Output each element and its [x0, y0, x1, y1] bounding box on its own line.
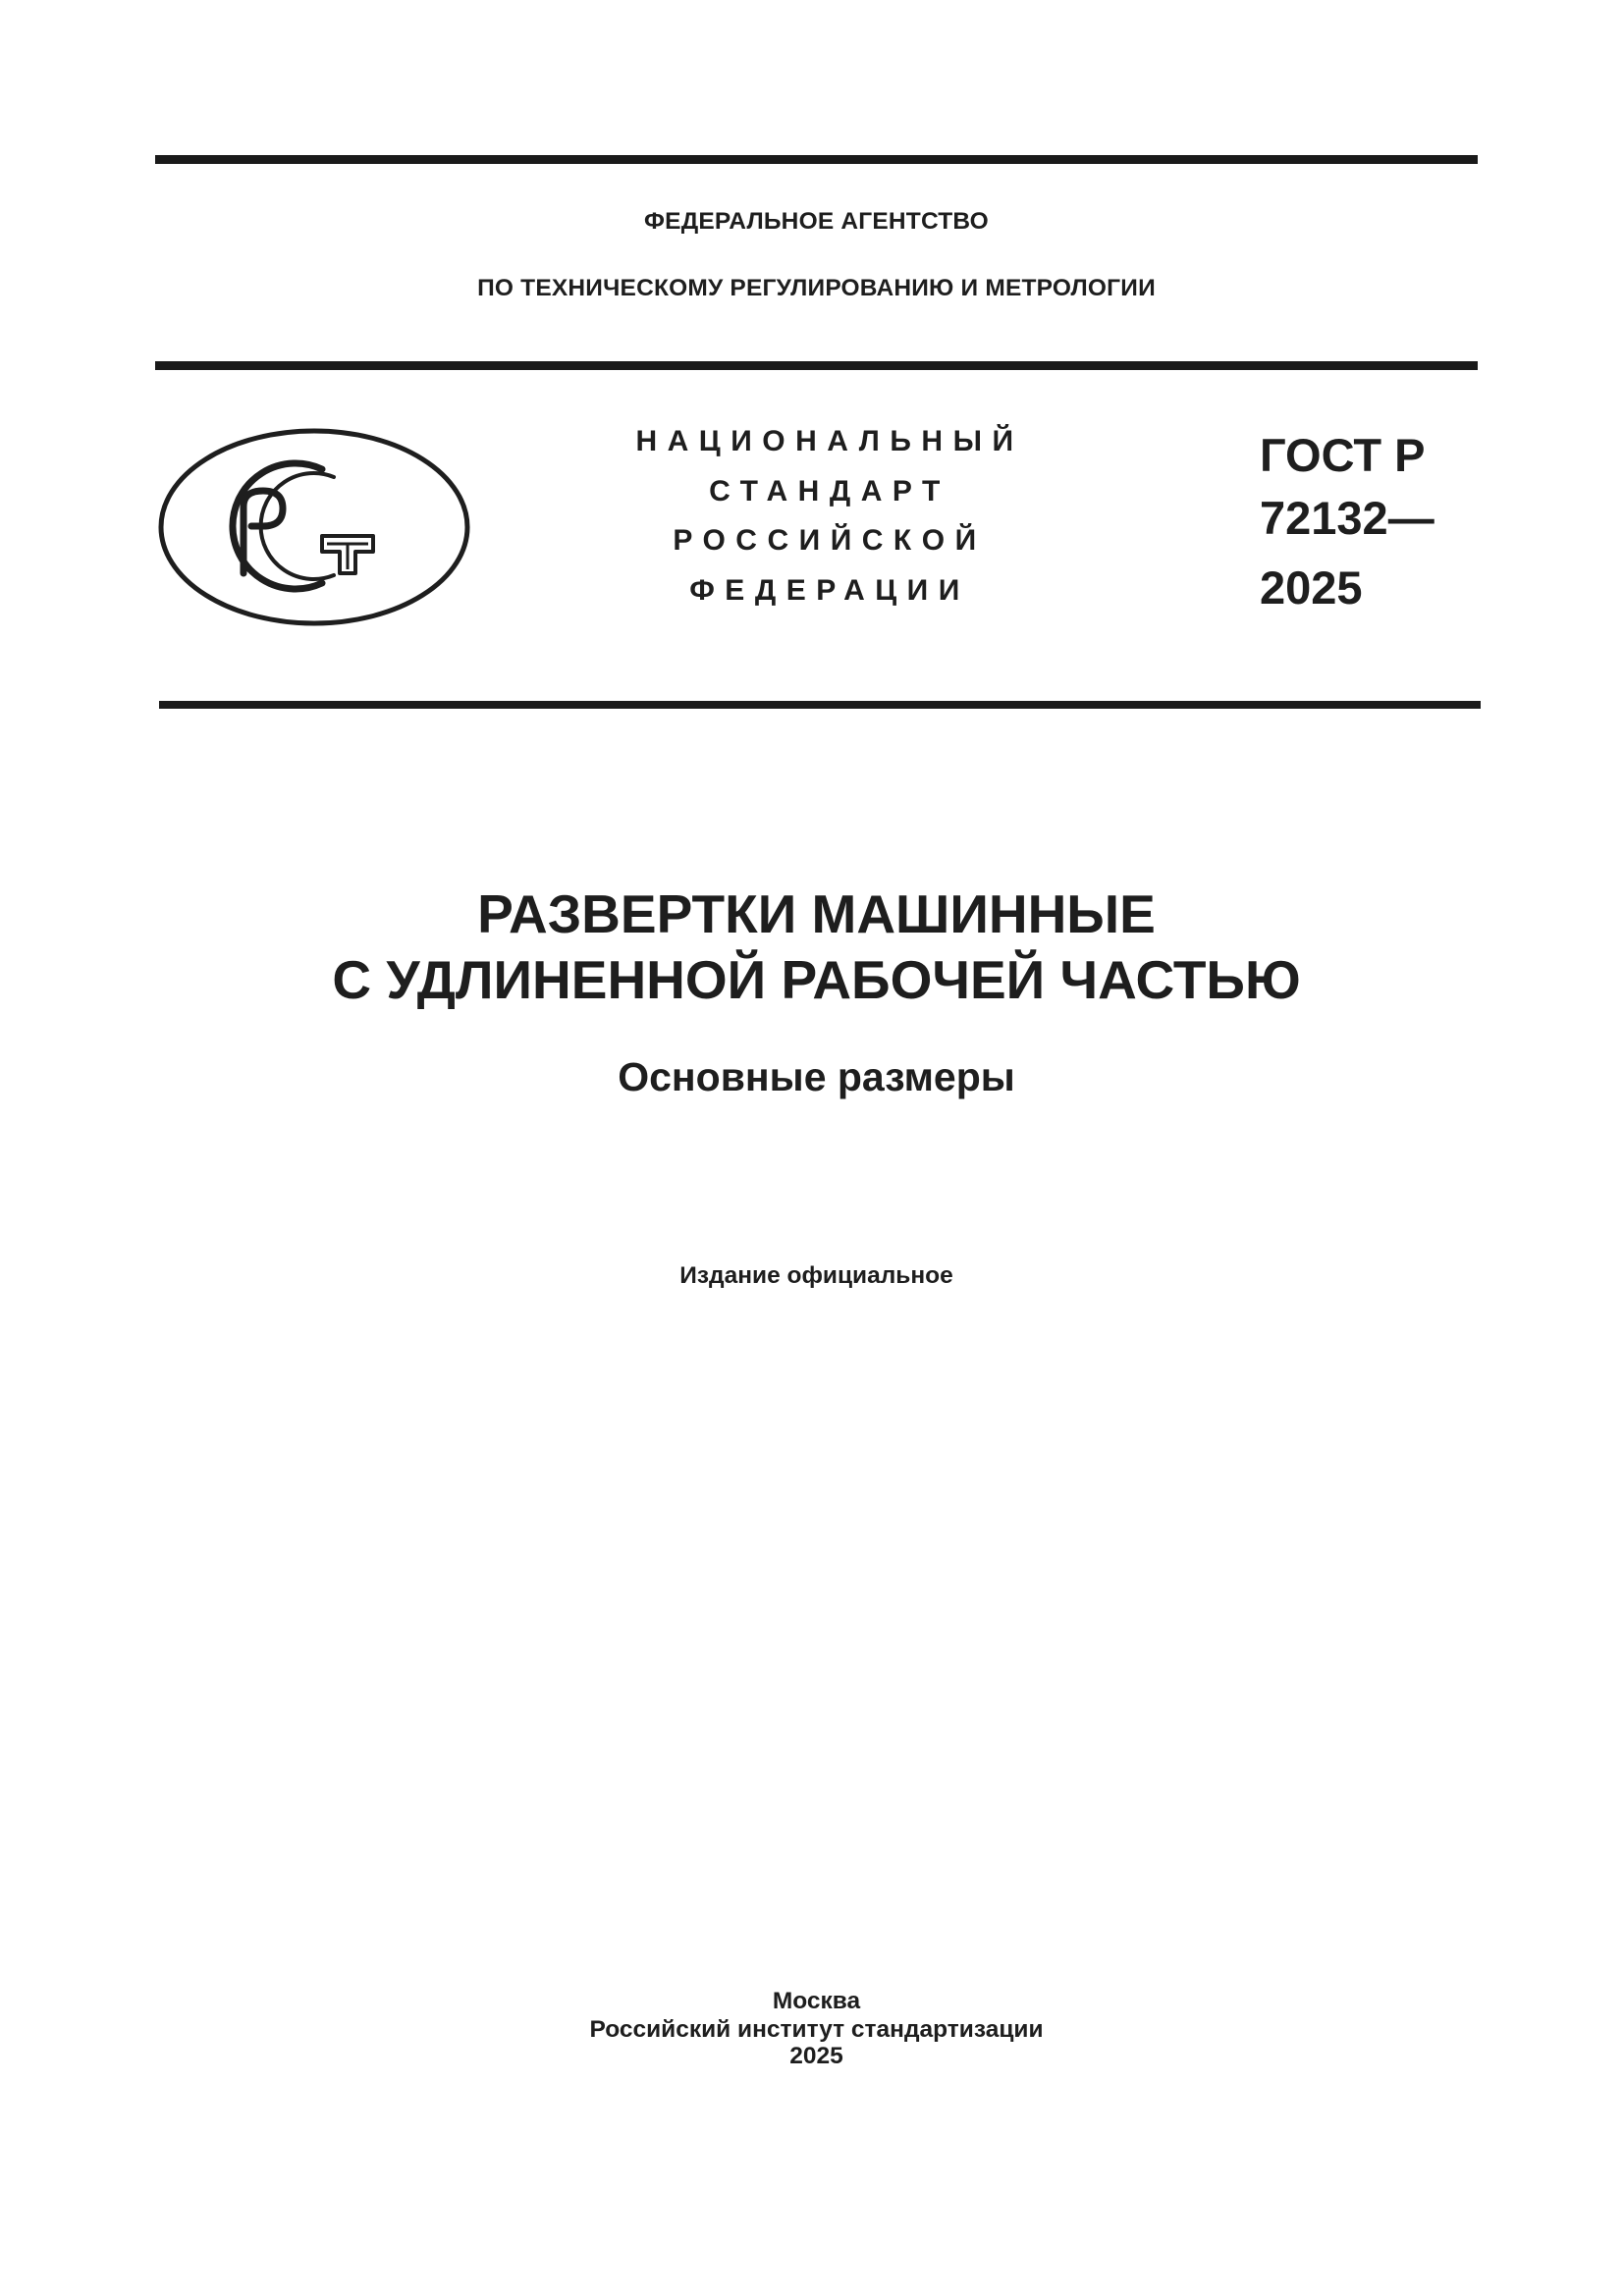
imprint-publisher: Российский институт стандартизации	[589, 2016, 1044, 2043]
national-standard-line-2: СТАНДАРТ	[709, 475, 950, 507]
imprint-year: 2025	[789, 2043, 843, 2069]
rst-conformity-mark-icon	[157, 426, 471, 628]
document-title-line-1: РАЗВЕРТКИ МАШИННЫЕ	[477, 883, 1156, 944]
document-subtitle: Основные размеры	[618, 1054, 1015, 1099]
standard-designation-line-1: ГОСТ Р	[1260, 429, 1426, 481]
header-rule	[155, 361, 1478, 370]
agency-name-line-1: ФЕДЕРАЛЬНОЕ АГЕНТСТВО	[644, 208, 989, 235]
agency-name-line-2: ПО ТЕХНИЧЕСКОМУ РЕГУЛИРОВАНИЮ И МЕТРОЛОГИИ	[477, 275, 1156, 301]
document-title-line-2: С УДЛИНЕННОЙ РАБОЧЕЙ ЧАСТЬЮ	[332, 949, 1301, 1010]
imprint-city: Москва	[772, 1988, 861, 2014]
edition-note: Издание официальное	[679, 1262, 953, 1289]
standard-designation-line-3: 2025	[1260, 561, 1363, 614]
national-standard-line-1: НАЦИОНАЛЬНЫЙ	[635, 425, 1024, 457]
standard-designation-line-2: 72132—	[1260, 492, 1435, 544]
national-standard-line-3: РОССИЙСКОЙ	[673, 524, 987, 557]
masthead-bottom-rule	[159, 701, 1481, 709]
top-rule	[155, 155, 1478, 164]
national-standard-line-4: ФЕДЕРАЦИИ	[689, 574, 970, 607]
